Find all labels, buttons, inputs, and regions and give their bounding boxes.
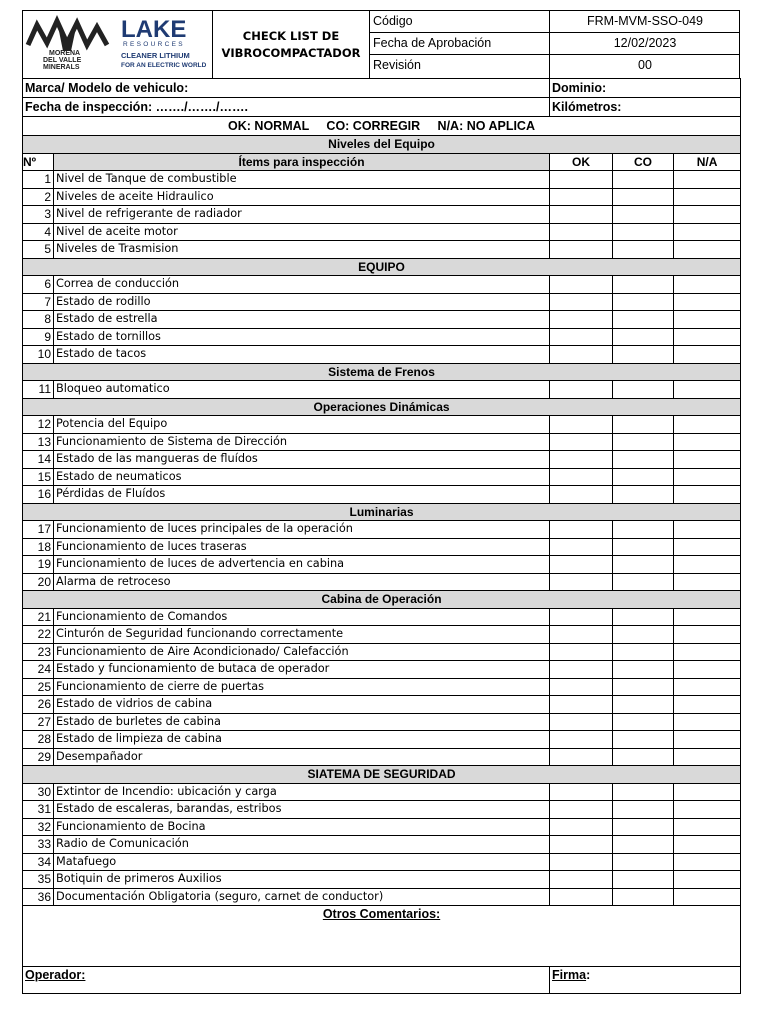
- kilometros-field[interactable]: Kilómetros:: [550, 98, 741, 117]
- table-row: [23, 416, 741, 434]
- ok-checkbox-cell[interactable]: [550, 801, 613, 819]
- na-checkbox-cell[interactable]: [674, 573, 741, 591]
- co-checkbox-cell[interactable]: [613, 661, 674, 679]
- item-text: Funcionamiento de luces traseras: [54, 538, 550, 556]
- table-row: [23, 818, 741, 836]
- mvm-sub-3: MINERALS: [43, 64, 80, 71]
- item-number: 32: [23, 818, 54, 836]
- na-checkbox-cell[interactable]: [674, 836, 741, 854]
- checklist-sheet: [22, 10, 740, 994]
- table-row: [23, 346, 741, 364]
- ok-checkbox-cell[interactable]: [550, 381, 613, 399]
- item-number: 10: [23, 346, 54, 364]
- table-row: [23, 468, 741, 486]
- footer-row: [23, 967, 741, 994]
- table-row: [23, 188, 741, 206]
- meta-row-revision: [370, 55, 740, 78]
- co-checkbox-cell[interactable]: [613, 783, 674, 801]
- table-row: [23, 171, 741, 189]
- item-number: 3: [23, 206, 54, 224]
- na-checkbox-cell[interactable]: [674, 731, 741, 749]
- ok-checkbox-cell[interactable]: [550, 433, 613, 451]
- section-title: Cabina de Operación: [23, 591, 741, 609]
- meta-label: Revisión: [370, 55, 550, 78]
- section-header-row: [23, 136, 741, 154]
- item-number: 6: [23, 276, 54, 294]
- ok-checkbox-cell[interactable]: [550, 573, 613, 591]
- section-title: Niveles del Equipo: [23, 136, 741, 154]
- lake-tagline-1: CLEANER LITHIUM: [121, 51, 190, 60]
- na-checkbox-cell[interactable]: [674, 468, 741, 486]
- firma-colon: :: [586, 968, 591, 982]
- item-number: 26: [23, 696, 54, 714]
- co-checkbox-cell[interactable]: [613, 556, 674, 574]
- mvm-sub-1: MORENA: [49, 50, 81, 57]
- item-number: 34: [23, 853, 54, 871]
- co-checkbox-cell[interactable]: [613, 643, 674, 661]
- co-checkbox-cell[interactable]: [613, 836, 674, 854]
- table-row: [23, 783, 741, 801]
- table-row: [23, 311, 741, 329]
- table-row: [23, 888, 741, 906]
- table-row: [23, 206, 741, 224]
- item-number: 1: [23, 171, 54, 189]
- item-number: 19: [23, 556, 54, 574]
- na-checkbox-cell[interactable]: [674, 801, 741, 819]
- ok-checkbox-cell[interactable]: [550, 538, 613, 556]
- meta-row-fecha: [370, 33, 740, 55]
- co-checkbox-cell[interactable]: [613, 486, 674, 504]
- table-row: [23, 836, 741, 854]
- table-row: [23, 661, 741, 679]
- mvm-sub-2: DEL VALLE: [43, 57, 82, 64]
- section-title: EQUIPO: [23, 258, 741, 276]
- ok-checkbox-cell[interactable]: [550, 206, 613, 224]
- ok-checkbox-cell[interactable]: [550, 416, 613, 434]
- ok-checkbox-cell[interactable]: [550, 451, 613, 469]
- meta-value: 00: [638, 58, 652, 72]
- section-header-row: [23, 398, 741, 416]
- item-text: Extintor de Incendio: ubicación y carga: [54, 783, 550, 801]
- ok-checkbox-cell[interactable]: [550, 311, 613, 329]
- co-checkbox-cell[interactable]: [613, 573, 674, 591]
- meta-value: 12/02/2023: [613, 36, 677, 50]
- column-header-row: [23, 153, 741, 171]
- ok-checkbox-cell[interactable]: [550, 818, 613, 836]
- section-header-row: [23, 363, 741, 381]
- item-number: 33: [23, 836, 54, 854]
- item-number: 22: [23, 626, 54, 644]
- co-checkbox-cell[interactable]: [613, 748, 674, 766]
- table-row: [23, 381, 741, 399]
- co-checkbox-cell[interactable]: [613, 871, 674, 889]
- col-ok: OK: [550, 153, 613, 171]
- meta-label: Código: [370, 11, 550, 32]
- ok-checkbox-cell[interactable]: [550, 486, 613, 504]
- item-number: 12: [23, 416, 54, 434]
- item-number: 24: [23, 661, 54, 679]
- form-header: [22, 10, 740, 78]
- item-number: 11: [23, 381, 54, 399]
- table-row: [23, 626, 741, 644]
- na-checkbox-cell[interactable]: [674, 556, 741, 574]
- table-row: [23, 521, 741, 539]
- na-checkbox-cell[interactable]: [674, 293, 741, 311]
- table-row: [23, 556, 741, 574]
- na-checkbox-cell[interactable]: [674, 328, 741, 346]
- item-number: 8: [23, 311, 54, 329]
- table-row: [23, 276, 741, 294]
- item-text: Funcionamiento de luces de advertencia en cabina: [54, 556, 550, 574]
- table-row: [23, 608, 741, 626]
- item-number: 30: [23, 783, 54, 801]
- ok-checkbox-cell[interactable]: [550, 888, 613, 906]
- table-row: [23, 696, 741, 714]
- table-row: [23, 643, 741, 661]
- co-checkbox-cell[interactable]: [613, 538, 674, 556]
- na-checkbox-cell[interactable]: [674, 853, 741, 871]
- item-text: Funcionamiento de cierre de puertas: [54, 678, 550, 696]
- comments-row: [23, 906, 741, 967]
- na-checkbox-cell[interactable]: [674, 486, 741, 504]
- na-checkbox-cell[interactable]: [674, 713, 741, 731]
- na-checkbox-cell[interactable]: [674, 818, 741, 836]
- co-checkbox-cell[interactable]: [613, 188, 674, 206]
- na-checkbox-cell[interactable]: [674, 171, 741, 189]
- item-text: Matafuego: [54, 853, 550, 871]
- checklist-table: [22, 78, 741, 994]
- ok-checkbox-cell[interactable]: [550, 836, 613, 854]
- item-number: 17: [23, 521, 54, 539]
- co-checkbox-cell[interactable]: [613, 678, 674, 696]
- item-text: Alarma de retroceso: [54, 573, 550, 591]
- item-text: Funcionamiento de Sistema de Dirección: [54, 433, 550, 451]
- item-text: Radio de Comunicación: [54, 836, 550, 854]
- item-number: 9: [23, 328, 54, 346]
- na-checkbox-cell[interactable]: [674, 206, 741, 224]
- item-text: Funcionamiento de Bocina: [54, 818, 550, 836]
- operador-field[interactable]: [23, 967, 550, 994]
- ok-checkbox-cell[interactable]: [550, 521, 613, 539]
- co-checkbox-cell[interactable]: [613, 346, 674, 364]
- item-text: Estado de estrella: [54, 311, 550, 329]
- item-number: 4: [23, 223, 54, 241]
- item-number: 18: [23, 538, 54, 556]
- co-checkbox-cell[interactable]: [613, 608, 674, 626]
- co-checkbox-cell[interactable]: [613, 468, 674, 486]
- item-text: Funcionamiento de Comandos: [54, 608, 550, 626]
- item-number: 14: [23, 451, 54, 469]
- na-checkbox-cell[interactable]: [674, 188, 741, 206]
- item-number: 23: [23, 643, 54, 661]
- dominio-label: Dominio:: [552, 81, 607, 95]
- item-text: Funcionamiento de luces principales de la operación: [54, 521, 550, 539]
- na-checkbox-cell[interactable]: [674, 433, 741, 451]
- section-header-row: [23, 503, 741, 521]
- item-number: 29: [23, 748, 54, 766]
- table-row: [23, 678, 741, 696]
- item-text: Nivel de Tanque de combustible: [54, 171, 550, 189]
- section-title: Sistema de Frenos: [23, 363, 741, 381]
- table-row: [23, 871, 741, 889]
- ok-checkbox-cell[interactable]: [550, 328, 613, 346]
- dominio-field[interactable]: [550, 79, 741, 98]
- form-meta: [370, 11, 740, 78]
- co-checkbox-cell[interactable]: [613, 241, 674, 259]
- section-title: SIATEMA DE SEGURIDAD: [23, 766, 741, 784]
- item-text: Estado de tacos: [54, 346, 550, 364]
- item-number: 20: [23, 573, 54, 591]
- meta-row-codigo: [370, 11, 740, 33]
- item-number: 7: [23, 293, 54, 311]
- item-text: Nivel de refrigerante de radiador: [54, 206, 550, 224]
- ok-checkbox-cell[interactable]: [550, 661, 613, 679]
- item-number: 13: [23, 433, 54, 451]
- na-checkbox-cell[interactable]: [674, 311, 741, 329]
- mvm-logo: [23, 11, 213, 78]
- item-number: 35: [23, 871, 54, 889]
- item-text: Estado de rodillo: [54, 293, 550, 311]
- na-checkbox-cell[interactable]: [674, 381, 741, 399]
- table-row: [23, 451, 741, 469]
- na-checkbox-cell[interactable]: [674, 783, 741, 801]
- ok-checkbox-cell[interactable]: [550, 678, 613, 696]
- co-checkbox-cell[interactable]: [613, 853, 674, 871]
- co-checkbox-cell[interactable]: [613, 801, 674, 819]
- item-text: Estado de neumaticos: [54, 468, 550, 486]
- co-checkbox-cell[interactable]: [613, 433, 674, 451]
- item-number: 31: [23, 801, 54, 819]
- table-row: [23, 573, 741, 591]
- company-logos: [23, 11, 213, 78]
- item-text: Niveles de Trasmision: [54, 241, 550, 259]
- fecha-field[interactable]: Fecha de inspección: ……./……./…….: [23, 98, 550, 117]
- item-number: 21: [23, 608, 54, 626]
- col-na: N/A: [674, 153, 741, 171]
- lake-tagline-2: FOR AN ELECTRIC WORLD: [121, 62, 207, 69]
- na-checkbox-cell[interactable]: [674, 626, 741, 644]
- ok-checkbox-cell[interactable]: [550, 188, 613, 206]
- ok-checkbox-cell[interactable]: [550, 171, 613, 189]
- item-number: 36: [23, 888, 54, 906]
- na-checkbox-cell[interactable]: [674, 538, 741, 556]
- form-title: CHECK LIST DE VIBROCOMPACTADOR: [213, 11, 370, 78]
- table-row: [23, 853, 741, 871]
- item-number: 5: [23, 241, 54, 259]
- ok-checkbox-cell[interactable]: [550, 241, 613, 259]
- na-checkbox-cell[interactable]: [674, 521, 741, 539]
- item-text: Niveles de aceite Hidraulico: [54, 188, 550, 206]
- ok-checkbox-cell[interactable]: [550, 731, 613, 749]
- co-checkbox-cell[interactable]: [613, 888, 674, 906]
- item-text: Estado de las mangueras de fluídos: [54, 451, 550, 469]
- na-checkbox-cell[interactable]: [674, 346, 741, 364]
- co-checkbox-cell[interactable]: [613, 381, 674, 399]
- ok-checkbox-cell[interactable]: [550, 346, 613, 364]
- table-row: [23, 538, 741, 556]
- lake-text: LAKE: [121, 16, 187, 43]
- ok-checkbox-cell[interactable]: [550, 643, 613, 661]
- na-checkbox-cell[interactable]: [674, 871, 741, 889]
- table-row: [23, 223, 741, 241]
- ok-checkbox-cell[interactable]: [550, 696, 613, 714]
- item-text: Botiquin de primeros Auxilios: [54, 871, 550, 889]
- item-number: 15: [23, 468, 54, 486]
- ok-checkbox-cell[interactable]: [550, 556, 613, 574]
- item-text: Potencia del Equipo: [54, 416, 550, 434]
- table-row: [23, 433, 741, 451]
- ok-checkbox-cell[interactable]: [550, 293, 613, 311]
- firma-field[interactable]: [550, 967, 741, 994]
- na-checkbox-cell[interactable]: [674, 416, 741, 434]
- na-checkbox-cell[interactable]: [674, 451, 741, 469]
- marca-field[interactable]: Marca/ Modelo de vehiculo:: [23, 79, 550, 98]
- ok-checkbox-cell[interactable]: [550, 748, 613, 766]
- na-checkbox-cell[interactable]: [674, 696, 741, 714]
- table-row: [23, 293, 741, 311]
- item-text: Desempañador: [54, 748, 550, 766]
- item-text: Estado de limpieza de cabina: [54, 731, 550, 749]
- co-checkbox-cell[interactable]: [613, 223, 674, 241]
- ok-checkbox-cell[interactable]: [550, 871, 613, 889]
- item-text: Funcionamiento de Aire Acondicionado/ Calefacción: [54, 643, 550, 661]
- ok-checkbox-cell[interactable]: [550, 713, 613, 731]
- item-text: Estado de tornillos: [54, 328, 550, 346]
- legend: OK: NORMAL CO: CORREGIR N/A: NO APLICA: [23, 117, 741, 136]
- comments-area[interactable]: [23, 906, 741, 967]
- item-text: Nivel de aceite motor: [54, 223, 550, 241]
- na-checkbox-cell[interactable]: [674, 276, 741, 294]
- col-items: Ítems para inspección: [54, 153, 550, 171]
- firma-label: Firma: [552, 968, 587, 982]
- ok-checkbox-cell[interactable]: [550, 276, 613, 294]
- item-text: Documentación Obligatoria (seguro, carnet de conductor): [54, 888, 550, 906]
- co-checkbox-cell[interactable]: [613, 206, 674, 224]
- item-text: Correa de conducción: [54, 276, 550, 294]
- ok-checkbox-cell[interactable]: [550, 468, 613, 486]
- meta-label: Fecha de Aprobación: [370, 33, 550, 54]
- comments-title: Otros Comentarios:: [322, 907, 441, 921]
- item-text: Pérdidas de Fluídos: [54, 486, 550, 504]
- na-checkbox-cell[interactable]: [674, 678, 741, 696]
- ok-checkbox-cell[interactable]: [550, 223, 613, 241]
- section-header-row: [23, 766, 741, 784]
- co-checkbox-cell[interactable]: [613, 713, 674, 731]
- na-checkbox-cell[interactable]: [674, 888, 741, 906]
- section-header-row: [23, 591, 741, 609]
- item-number: 2: [23, 188, 54, 206]
- co-checkbox-cell[interactable]: [613, 818, 674, 836]
- table-row: [23, 241, 741, 259]
- co-checkbox-cell[interactable]: [613, 731, 674, 749]
- item-text: Estado de vidrios de cabina: [54, 696, 550, 714]
- co-checkbox-cell[interactable]: [613, 626, 674, 644]
- item-text: Bloqueo automatico: [54, 381, 550, 399]
- item-number: 27: [23, 713, 54, 731]
- item-number: 25: [23, 678, 54, 696]
- na-checkbox-cell[interactable]: [674, 748, 741, 766]
- col-co: CO: [613, 153, 674, 171]
- table-row: [23, 801, 741, 819]
- col-num: Nº: [23, 153, 54, 171]
- meta-value: FRM-MVM-SSO-049: [587, 14, 703, 28]
- section-title: Luminarias: [23, 503, 741, 521]
- co-checkbox-cell[interactable]: [613, 696, 674, 714]
- table-row: [23, 486, 741, 504]
- lake-sub: RESOURCES: [123, 41, 185, 48]
- co-checkbox-cell[interactable]: [613, 328, 674, 346]
- na-checkbox-cell[interactable]: [674, 223, 741, 241]
- co-checkbox-cell[interactable]: [613, 171, 674, 189]
- co-checkbox-cell[interactable]: [613, 293, 674, 311]
- table-row: [23, 748, 741, 766]
- table-row: [23, 731, 741, 749]
- ok-checkbox-cell[interactable]: [550, 626, 613, 644]
- table-row: [23, 328, 741, 346]
- item-text: Estado y funcionamiento de butaca de operador: [54, 661, 550, 679]
- item-number: 28: [23, 731, 54, 749]
- co-checkbox-cell[interactable]: [613, 311, 674, 329]
- co-checkbox-cell[interactable]: [613, 521, 674, 539]
- section-header-row: [23, 258, 741, 276]
- item-text: Estado de burletes de cabina: [54, 713, 550, 731]
- na-checkbox-cell[interactable]: [674, 643, 741, 661]
- table-row: [23, 713, 741, 731]
- co-checkbox-cell[interactable]: [613, 276, 674, 294]
- na-checkbox-cell[interactable]: [674, 608, 741, 626]
- ok-checkbox-cell[interactable]: [550, 853, 613, 871]
- co-checkbox-cell[interactable]: [613, 451, 674, 469]
- co-checkbox-cell[interactable]: [613, 416, 674, 434]
- section-title: Operaciones Dinámicas: [23, 398, 741, 416]
- ok-checkbox-cell[interactable]: [550, 608, 613, 626]
- ok-checkbox-cell[interactable]: [550, 783, 613, 801]
- operador-label: Operador:: [25, 968, 86, 982]
- na-checkbox-cell[interactable]: [674, 241, 741, 259]
- item-number: 16: [23, 486, 54, 504]
- na-checkbox-cell[interactable]: [674, 661, 741, 679]
- item-text: Estado de escaleras, barandas, estribos: [54, 801, 550, 819]
- item-text: Cinturón de Seguridad funcionando correctamente: [54, 626, 550, 644]
